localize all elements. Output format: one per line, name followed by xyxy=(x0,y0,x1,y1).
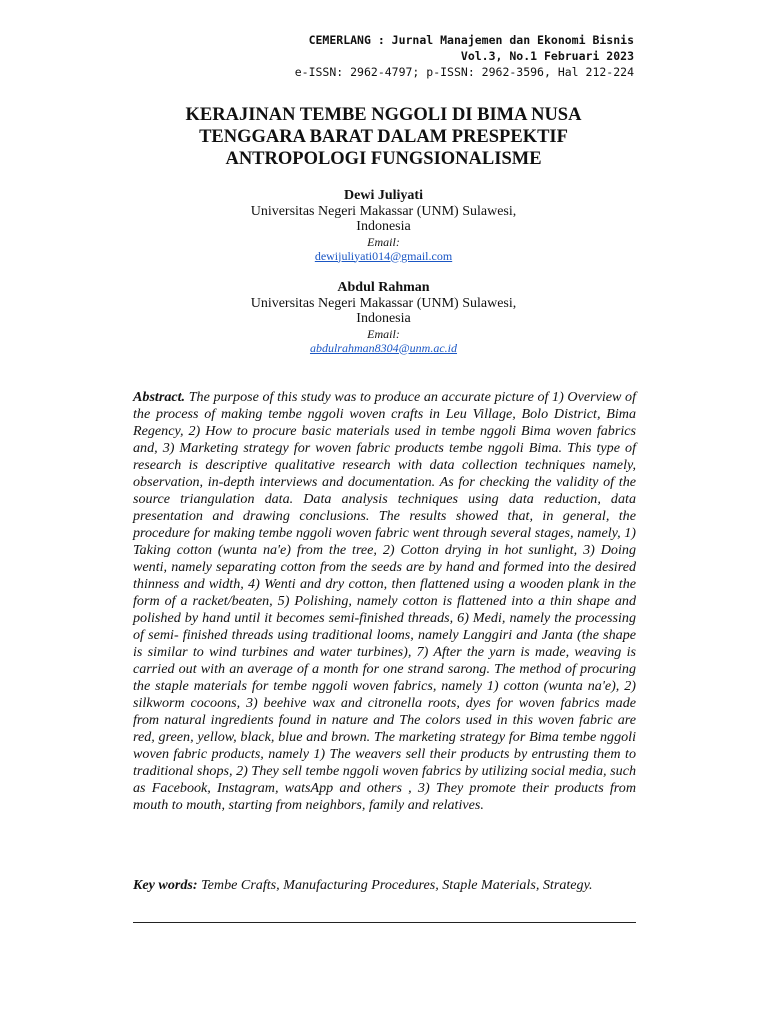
author-email-link[interactable]: abdulrahman8304@unm.ac.id xyxy=(309,340,458,355)
author-block-2 xyxy=(133,280,634,355)
author-affiliation-line2: Indonesia xyxy=(356,311,411,326)
journal-volume: Vol.3, No.1 Februari 2023 xyxy=(460,49,634,63)
abstract xyxy=(133,389,636,814)
author-email-link[interactable]: dewijuliyati014@gmail.com xyxy=(314,248,453,263)
journal-issn: e-ISSN: 2962-4797; p-ISSN: 2962-3596, Hal 212-224 xyxy=(294,65,634,79)
email-label: Email: xyxy=(367,234,400,249)
author-affiliation-line2: Indonesia xyxy=(356,219,411,234)
abstract-label: Abstract. xyxy=(133,389,186,405)
keywords-label: Key words: xyxy=(133,877,198,893)
author-name: Dewi Juliyati xyxy=(344,188,423,203)
email-label: Email: xyxy=(367,326,400,341)
journal-name: CEMERLANG xyxy=(308,33,371,47)
author-block-1 xyxy=(133,188,634,263)
abstract-text: The purpose of this study was to produce an accurate picture of 1) Overview of the process of making tembe nggoli woven crafts in Leu Village, Bolo District, Bima Regency, 2) How to procure basic materials used in tembe nggoli Bima woven fabrics and, 3) Marketing strategy for woven fabric products tembe nggoli Bima. This type of research is descriptive qualitative research with data collection techniques namely, observation, in-depth interviews and documentation. As for checking the validity of the source triangulation data. Data analysis techniques using data reduction, data presentation and drawing conclusions. The results showed that, in general, the procedure for making tembe nggoli woven fabric went through several stages, namely, 1) Taking cotton (wunta na'e) from the tree, 2) Cotton drying in hot sunlight, 3) Doing wenti, namely separating cotton from the seeds are by hand and formed into the desired thinness and width, 4) Wenti and dry cotton, then flattened using a wooden plank in the form of a racket/beaten, 5) Polishing, namely cotton is flattened into a thin shape and polished by hand until it becomes semi-finished threads, 6) Medi, namely the processing of semi- finished threads using traditional looms, namely Langgiri and Janta (the shape is similar to wind turbines and water turbines), 7) After the yarn is made, weaving is carried out with an average of a month for one strand sarong. The method of procuring the staple materials for tembe nggoli woven fabrics, namely 1) cotton (wunta na'e), 2) silkworm cocoons, 3) beehive wax and citronella roots, dyes for woven fabrics made from natural ingredients found in nature and The colors used in this woven fabric are red, green, yellow, black, blue and brown. The marketing strategy for Bima tembe nggoli woven fabric products, namely 1) The weavers sell their products by entrusting them to traditional shops, 2) They sell tembe nggoli woven fabrics by utilizing social media, such as Facebook, Instagram, watsApp and others , 3) They promote their products from mouth to mouth, starting from neighbors, family and relatives. xyxy=(133,389,636,813)
journal-subtitle: : Jurnal Manajemen dan Ekonomi Bisnis xyxy=(370,33,634,47)
keywords xyxy=(133,877,603,893)
keywords-text: Tembe Crafts, Manufacturing Procedures, Staple Materials, Strategy. xyxy=(197,877,593,893)
author-affiliation-line1: Universitas Negeri Makassar (UNM) Sulawesi, xyxy=(250,295,517,311)
journal-header xyxy=(295,32,634,80)
paper-title: KERAJINAN TEMBE NGGOLI DI BIMA NUSA TENGGARA BARAT DALAM PRESPEKTIF ANTROPOLOGI FUNGSIONALISME xyxy=(185,105,582,169)
author-name: Abdul Rahman xyxy=(337,280,430,295)
section-divider xyxy=(133,922,636,923)
journal-title-line xyxy=(295,32,634,48)
author-affiliation-line1: Universitas Negeri Makassar (UNM) Sulawesi, xyxy=(250,203,517,219)
